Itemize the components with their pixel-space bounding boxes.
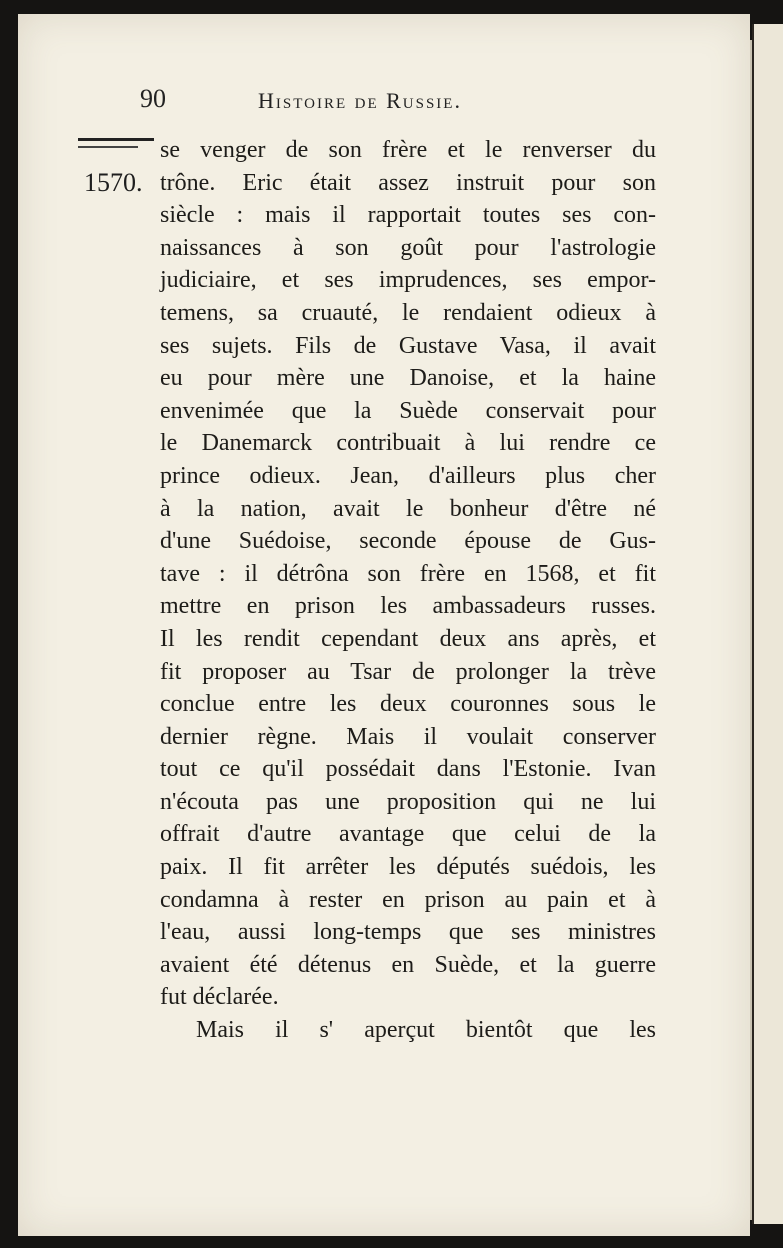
rule-line-bottom	[78, 146, 138, 148]
page-number: 90	[140, 84, 166, 113]
header-title: Histoire de Russie.	[258, 88, 462, 113]
text-line: prince odieux. Jean, d'ailleurs plus cher	[160, 462, 656, 489]
margin-year-note: 1570.	[84, 168, 143, 197]
text-line: conclue entre les deux couronnes sous le	[160, 691, 656, 718]
text-line: condamna à rester en prison au pain et à	[160, 886, 656, 913]
text-line: le Danemarck contribuait à lui rendre ce	[160, 430, 656, 457]
text-line: paix. Il fit arrêter les députés suédois, les	[160, 854, 656, 881]
text-line: mettre en prison les ambassadeurs russes.	[160, 593, 656, 620]
text-line: fit proposer au Tsar de prolonger la trève	[160, 658, 656, 685]
text-line: tave : il détrôna son frère en 1568, et fit	[160, 560, 656, 587]
text-line: judiciaire, et ses imprudences, ses empor-	[160, 267, 656, 294]
text-line: d'une Suédoise, seconde épouse de Gus-	[160, 528, 656, 555]
body-text	[160, 134, 656, 1047]
rule-line-top	[78, 138, 154, 141]
text-line: envenimée que la Suède conservait pour	[160, 397, 656, 424]
text-line: fut déclarée.	[160, 984, 279, 1011]
text-line: siècle : mais il rapportait toutes ses con-	[160, 202, 656, 229]
text-line: à la nation, avait le bonheur d'être né	[160, 495, 656, 522]
text-line: trône. Eric était assez instruit pour son	[160, 169, 656, 196]
text-line: ses sujets. Fils de Gustave Vasa, il avait	[160, 332, 656, 359]
facing-page-edge	[752, 24, 783, 1224]
running-head	[140, 84, 560, 124]
text-line: l'eau, aussi long-temps que ses ministres	[160, 919, 656, 946]
text-line: eu pour mère une Danoise, et la haine	[160, 365, 656, 392]
text-line: avaient été détenus en Suède, et la guerre	[160, 951, 656, 978]
text-line: tout ce qu'il possédait dans l'Estonie. Ivan	[160, 756, 656, 783]
text-line: Il les rendit cependant deux ans après, et	[160, 625, 656, 652]
text-line: temens, sa cruauté, le rendaient odieux à	[160, 299, 656, 326]
text-line: naissances à son goût pour l'astrologie	[160, 234, 656, 261]
text-line: Mais il s' aperçut bientôt que les	[196, 1017, 656, 1044]
section-rule	[78, 138, 154, 152]
text-line: dernier règne. Mais il voulait conserver	[160, 723, 656, 750]
text-line: offrait d'autre avantage que celui de la	[160, 821, 656, 848]
text-line: se venger de son frère et le renverser du	[160, 137, 656, 163]
text-line: n'écouta pas une proposition qui ne lui	[160, 788, 656, 815]
